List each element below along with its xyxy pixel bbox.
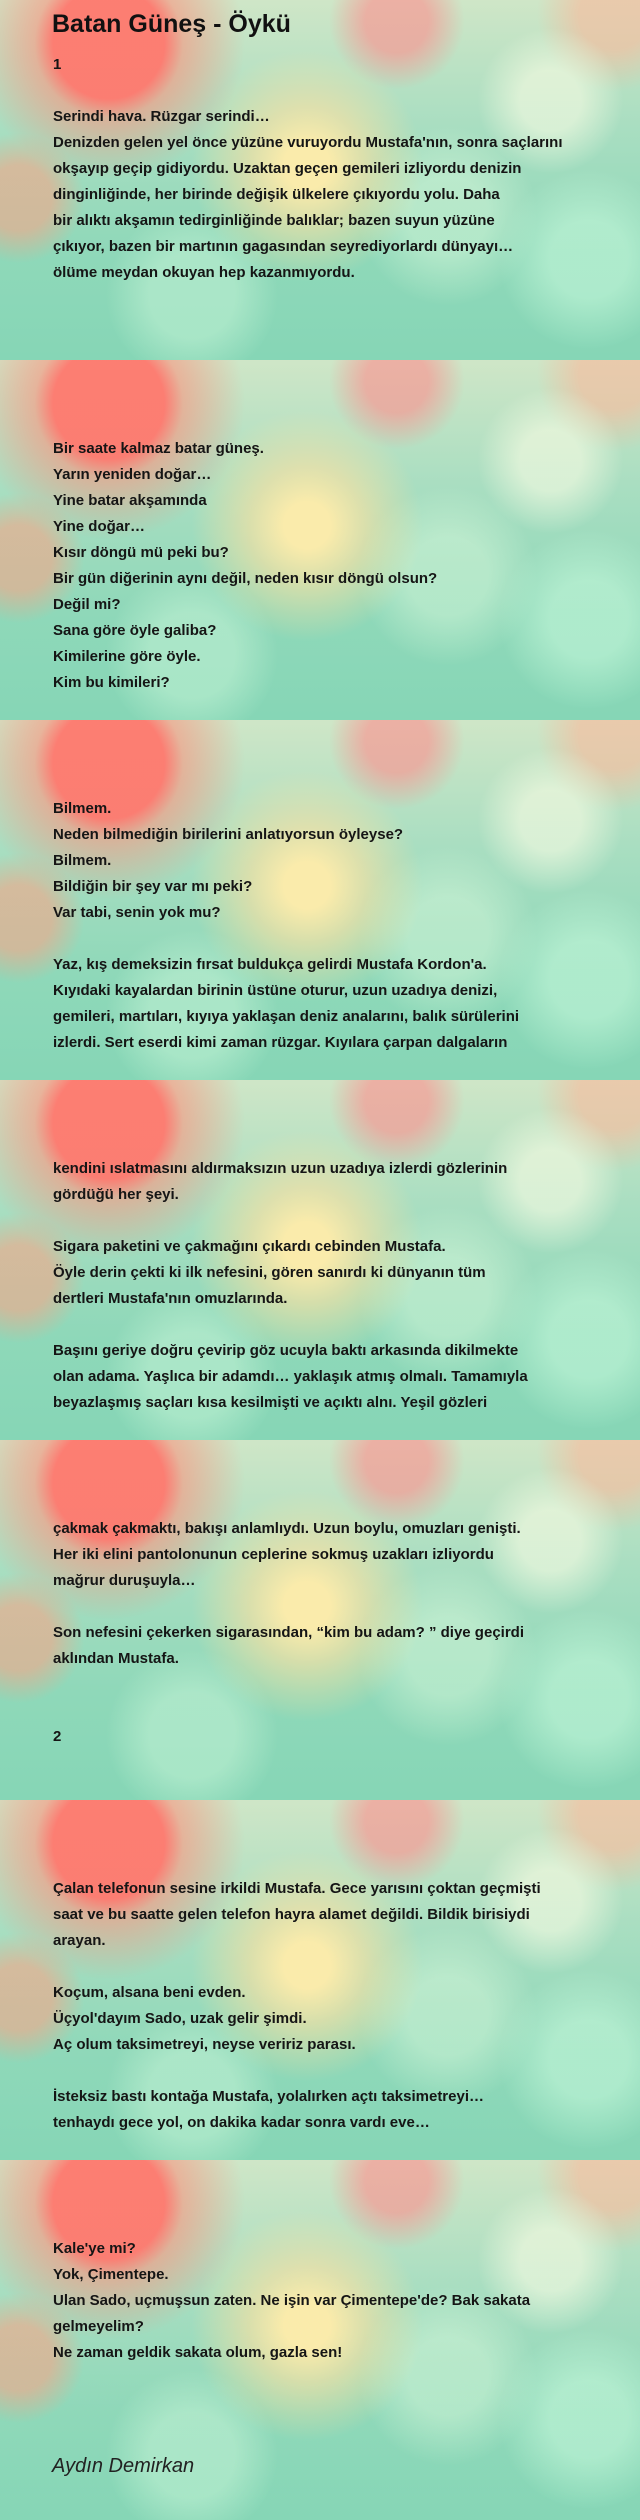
story-line: Değil mi?	[53, 596, 121, 613]
blank-line	[53, 1672, 613, 1698]
story-text-block	[53, 52, 613, 286]
story-line: Üçyol'dayım Sado, uzak gelir şimdi.	[53, 2010, 307, 2027]
story-line: Ne zaman geldik sakata olum, gazla sen!	[53, 2344, 343, 2361]
story-line: tenhaydı gece yol, on dakika kadar sonra vardı eve…	[53, 2114, 430, 2131]
story-text-block	[53, 1490, 613, 1750]
story-panel-3	[0, 720, 640, 1080]
blank-line	[53, 1490, 613, 1516]
story-line: gördüğü her şeyi.	[53, 1186, 179, 1203]
story-line: Kim bu kimileri?	[53, 674, 170, 691]
story-line: Bir saate kalmaz batar güneş.	[53, 440, 264, 457]
story-line: Yine doğar…	[53, 518, 145, 535]
story-line: Kısır döngü mü peki bu?	[53, 544, 229, 561]
story-line: Öyle derin çekti ki ilk nefesini, gören sanırdı ki dünyanın tüm	[53, 1264, 486, 1281]
story-text-block	[53, 2210, 613, 2366]
story-line: Bir gün diğerinin aynı değil, neden kısır döngü olsun?	[53, 570, 438, 587]
blank-line	[53, 1698, 613, 1724]
story-line: Koçum, alsana beni evden.	[53, 1984, 246, 2001]
story-line: Aç olum taksimetreyi, neyse veririz parası.	[53, 2036, 356, 2053]
story-panel-2	[0, 360, 640, 720]
blank-line	[53, 78, 613, 104]
story-line: okşayıp geçip gidiyordu. Uzaktan geçen gemileri izliyordu denizin	[53, 160, 522, 177]
blank-line	[53, 1130, 613, 1156]
story-line: ölüme meydan okuyan hep kazanmıyordu.	[53, 264, 355, 281]
story-line: arayan.	[53, 1932, 106, 1949]
author-signature: Aydın Demirkan	[52, 2455, 195, 2477]
story-line: Denizden gelen yel önce yüzüne vuruyordu Mustafa'nın, sonra saçlarını	[53, 134, 563, 151]
story-line: İsteksiz bastı kontağa Mustafa, yolalırken açtı taksimetreyi…	[53, 2088, 485, 2105]
story-line: Var tabi, senin yok mu?	[53, 904, 221, 921]
story-line: Yok, Çimentepe.	[53, 2266, 169, 2283]
blank-line	[53, 1850, 613, 1876]
story-text-block	[53, 1130, 613, 1416]
story-line: mağrur duruşuyla…	[53, 1572, 196, 1589]
story-line: 2	[53, 1728, 62, 1745]
story-line: beyazlaşmış saçları kısa kesilmişti ve açıktı alnı. Yeşil gözleri	[53, 1394, 488, 1411]
blank-line	[53, 2210, 613, 2236]
story-line: gelmeyelim?	[53, 2318, 144, 2335]
story-line: Neden bilmediğin birilerini anlatıyorsun öyleyse?	[53, 826, 404, 843]
story-line: aklından Mustafa.	[53, 1650, 179, 1667]
story-line: Yarın yeniden doğar…	[53, 466, 212, 483]
story-panel-1	[0, 0, 640, 360]
story-panel-7	[0, 2160, 640, 2520]
blank-line	[53, 1208, 613, 1234]
story-line: Başını geriye doğru çevirip göz ucuyla baktı arkasında dikilmekte	[53, 1342, 519, 1359]
story-line: dertleri Mustafa'nın omuzlarında.	[53, 1290, 288, 1307]
story-line: Her iki elini pantolonunun ceplerine sokmuş uzakları izliyordu	[53, 1546, 494, 1563]
story-text-block	[53, 770, 613, 1056]
story-line: çıkıyor, bazen bir martının gagasından seyrediyorlardı dünyayı…	[53, 238, 514, 255]
story-panel-5	[0, 1440, 640, 1800]
blank-line	[53, 770, 613, 796]
story-line: Bilmem.	[53, 852, 112, 869]
story-line: çakmak çakmaktı, bakışı anlamlıydı. Uzun boylu, omuzları genişti.	[53, 1520, 521, 1537]
story-text-block	[53, 1850, 613, 2136]
blank-line	[53, 2058, 613, 2084]
blank-line	[53, 1954, 613, 1980]
story-line: Kıyıdaki kayalardan birinin üstüne oturur, uzun uzadıya denizi,	[53, 982, 498, 999]
story-line: Yine batar akşamında	[53, 492, 207, 509]
page-title: Batan Güneş - Öykü	[52, 10, 291, 38]
story-line: 1	[53, 56, 62, 73]
story-line: dinginliğinde, her birinde değişik ülkelere çıkıyordu yolu. Daha	[53, 186, 500, 203]
story-text-block	[53, 410, 613, 696]
story-line: Kale'ye mi?	[53, 2240, 136, 2257]
story-line: Çalan telefonun sesine irkildi Mustafa. Gece yarısını çoktan geçmişti	[53, 1880, 541, 1897]
story-line: Bildiğin bir şey var mı peki?	[53, 878, 253, 895]
story-line: Sigara paketini ve çakmağını çıkardı cebinden Mustafa.	[53, 1238, 446, 1255]
story-line: Bilmem.	[53, 800, 112, 817]
story-line: Yaz, kış demeksizin fırsat buldukça gelirdi Mustafa Kordon'a.	[53, 956, 487, 973]
story-panel-4	[0, 1080, 640, 1440]
story-line: bir alıktı akşamın tedirginliğinde balıklar; bazen suyun yüzüne	[53, 212, 495, 229]
story-line: Ulan Sado, uçmuşsun zaten. Ne işin var Çimentepe'de? Bak sakata	[53, 2292, 531, 2309]
story-line: Sana göre öyle galiba?	[53, 622, 217, 639]
blank-line	[53, 1594, 613, 1620]
blank-line	[53, 1312, 613, 1338]
story-line: gemileri, martıları, kıyıya yaklaşan deniz analarını, balık sürülerini	[53, 1008, 520, 1025]
story-line: izlerdi. Sert eserdi kimi zaman rüzgar. Kıyılara çarpan dalgaların	[53, 1034, 508, 1051]
story-line: Serindi hava. Rüzgar serindi…	[53, 108, 270, 125]
blank-line	[53, 926, 613, 952]
story-line: Son nefesini çekerken sigarasından, “kim bu adam? ” diye geçirdi	[53, 1624, 524, 1641]
story-line: olan adama. Yaşlıca bir adamdı… yaklaşık atmış olmalı. Tamamıyla	[53, 1368, 528, 1385]
story-line: kendini ıslatmasını aldırmaksızın uzun uzadıya izlerdi gözlerinin	[53, 1160, 508, 1177]
story-line: saat ve bu saatte gelen telefon hayra alamet değildi. Bildik birisiydi	[53, 1906, 530, 1923]
story-panel-6	[0, 1800, 640, 2160]
blank-line	[53, 410, 613, 436]
story-line: Kimilerine göre öyle.	[53, 648, 201, 665]
